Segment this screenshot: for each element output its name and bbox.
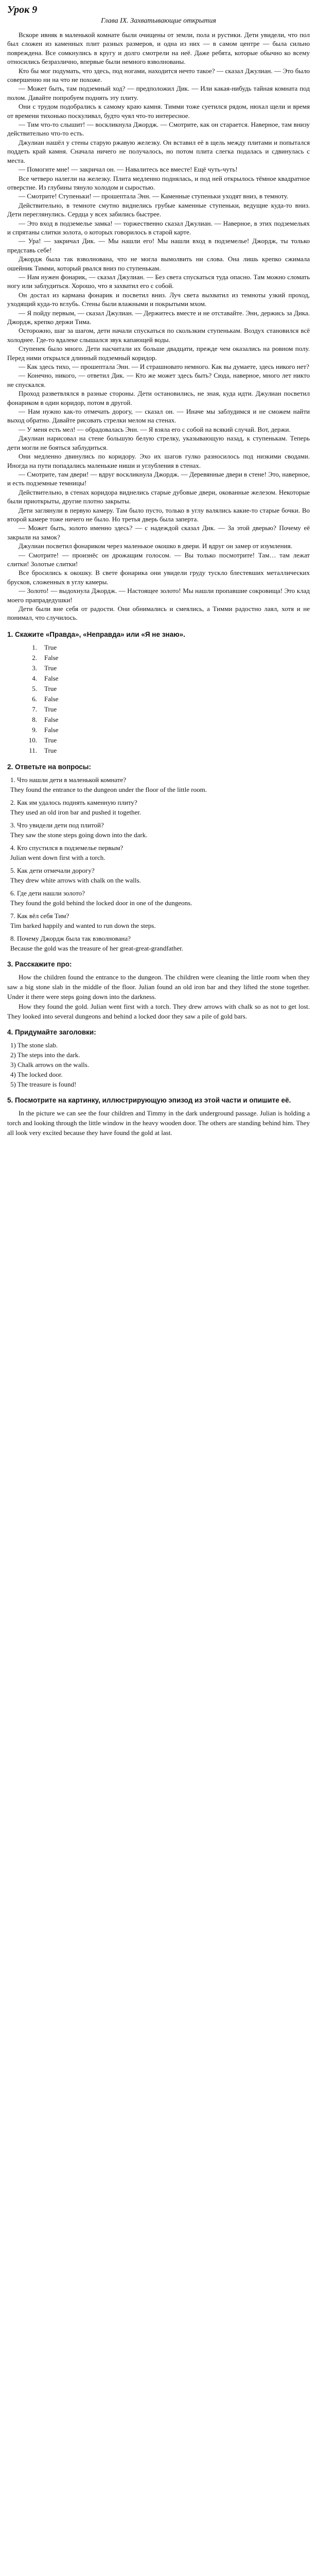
list-item (28, 735, 310, 745)
item-answer: False (44, 694, 59, 703)
question: 3. Что увидели дети под плитой? (10, 821, 104, 829)
description-paragraph: In the picture we can see the four children and Timmy in the dark underground passage. Julian is holding a torch and looking through the little window in the heavy wooden door. The others are standing behind him. They all look very excited because they have found the gold at last. (7, 1109, 310, 1137)
list-item (28, 653, 310, 663)
item-answer: True (44, 705, 57, 713)
item-number: 7. (32, 705, 37, 713)
story-paragraph: Действительно, в стенах коридора виднелись старые дубовые двери, окованные железом. Некоторые были приоткрыты, другие плотно закрыты. (7, 488, 310, 505)
question: 5. Как дети отмечали дорогу? (10, 866, 95, 874)
item-number: 10. (28, 736, 37, 744)
story-paragraph: — Смотрите! — произнёс он дрожащим голосом. — Вы только посмотрите! Там… там лежат слитки! Золотые слитки! (7, 551, 310, 568)
story-paragraph: — Тим что-то слышит! — воскликнула Джордж. — Смотрите, как он старается. Наверное, там внизу действительно что-то есть. (7, 121, 310, 138)
list-item (28, 715, 310, 725)
list-item (28, 745, 310, 756)
item-answer: False (44, 674, 59, 682)
retelling-paragraph: How the children found the entrance to the dungeon. The children were cleaning the little room when they saw a big stone slab in the middle of the floor. Julian found an old iron bar and they lifted the stone together. Under it there were steps going down into the darkness. (7, 973, 310, 1001)
item-number: 1. (32, 643, 37, 651)
question: 4. Кто спустился в подземелье первым? (10, 843, 124, 852)
story-paragraph: Джулиан посветил фонариком через маленькое окошко в двери. И вдруг он замер от изумления. (19, 542, 292, 550)
picture-description (7, 1108, 310, 1138)
story-paragraph: Он достал из кармана фонарик и посветил вниз. Луч света выхватил из темноты узкий проход, уходящий куда-то вглубь. Стены были влажными и покрытыми мхом. (7, 291, 310, 308)
story-paragraph: — Нам нужно как-то отмечать дорогу, — сказал он. — Иначе мы заблудимся и не сможем найти выход обратно. Давайте рисовать стрелки мелом на стенах. (7, 408, 310, 425)
item-number: 6. (32, 694, 37, 703)
task-1-title: 1. Скажите «Правда», «Неправда» или «Я не знаю». (7, 630, 185, 638)
story-paragraph: Дети были вне себя от радости. Они обнимались и смеялись, а Тимми радостно лаял, хотя и не понимал, что случилось. (7, 605, 310, 622)
answer: Tim barked happily and wanted to run down the steps. (10, 921, 156, 929)
story-paragraph: — Конечно, никого, — ответил Дик. — Кто же может здесь быть? Сюда, наверное, много лет никто не спускался. (7, 371, 310, 388)
story-paragraph: Они медленно двинулись по коридору. Эхо их шагов гулко разносилось под низкими сводами. Иногда на пути попадались маленькие ниши и углубления в стенах. (7, 452, 310, 469)
list-item (28, 704, 310, 715)
answer: Because the gold was the treasure of her great-great-grandfather. (10, 944, 184, 952)
story-paragraph: Вскоре ивняк в маленькой комнате были очищены от земли, пола и рустики. Дети увидели, что пол был сложен из каменных плит разных размеров, и одна из них — в самом центре — была сильно повреждена. Все сомкнулись в кругу и долго смотрели на неё. Даже ребята, которые обычно ко всему относились безразлично, впервые были немного взволнованы. (7, 31, 310, 66)
story-paragraph: Дети заглянули в первую камеру. Там было пусто, только в углу валялись какие-то старые бочки. Во второй камере тоже ничего не было. Но третья дверь была заперта. (7, 506, 310, 523)
task-3-title: 3. Расскажите про: (7, 960, 72, 968)
heading-item: 2) The steps into the dark. (10, 1050, 80, 1059)
lesson-title: Урок 9 (7, 4, 38, 15)
answer: Julian went down first with a torch. (10, 853, 105, 861)
item-answer: True (44, 746, 57, 754)
question: 6. Где дети нашли золото? (10, 889, 85, 897)
task-2-title: 2. Ответьте на вопросы: (7, 762, 91, 771)
question: 8. Почему Джордж была так взволнована? (10, 934, 131, 942)
item-answer: True (44, 684, 57, 692)
item-answer: True (44, 736, 57, 744)
task-5-title: 5. Посмотрите на картинку, иллюстрирующую эпизод из этой части и опишите её. (7, 1096, 291, 1104)
story-paragraph: — У меня есть мел! — обрадовалась Энн. — Я взяла его с собой на всякий случай. Вот, держи. (19, 425, 291, 433)
heading-item: 5) The treasure is found! (10, 1080, 77, 1088)
story-paragraph: Проход разветвлялся в разные стороны. Дети остановились, не зная, куда идти. Джулиан посветил фонариком в один коридор, потом в другой. (7, 389, 310, 406)
story-paragraph: Ступенек было много. Дети насчитали их больше двадцати, прежде чем оказались на ровном полу. Перед ними открылся длинный подземный коридор. (7, 345, 310, 362)
story-paragraph: Действительно, в темноте смутно виднелись грубые каменные ступеньки, ведущие куда-то вниз. Дети переглянулись. Сердца у всех забились быстрее. (7, 201, 310, 218)
item-answer: True (44, 664, 57, 672)
item-number: 4. (32, 674, 37, 682)
item-number: 11. (29, 746, 37, 754)
answer: They saw the stone steps going down into the dark. (10, 831, 148, 839)
story-paragraph: — Золото! — выдохнула Джордж. — Настоящее золото! Мы нашли пропавшие сокровища! Это клад моего прапрадедушки! (7, 587, 310, 604)
headings-list (7, 1040, 310, 1089)
heading-item: 4) The locked door. (10, 1070, 63, 1078)
answer: They used an old iron bar and pushed it together. (10, 808, 142, 816)
list-item (28, 694, 310, 704)
chapter-title: Глава IX. Захватывающие открытия (101, 17, 216, 25)
story-paragraph: — Как здесь тихо, — прошептала Энн. — И страшновато немного. Как вы думаете, здесь никого нет? (19, 363, 309, 371)
item-answer: True (44, 643, 57, 651)
list-item (28, 725, 310, 735)
heading-item: 1) The stone slab. (10, 1041, 58, 1049)
story-paragraph: Все четверо налегли на железку. Плита медленно поднялась, и под ней открылось тёмное квадратное отверстие. Из глубины тянуло холодом и сыростью. (7, 174, 310, 191)
list-item (28, 673, 310, 684)
story-paragraph: — Нам нужен фонарик, — сказал Джулиан. — Без света спускаться туда опасно. Там можно сломать ногу или заблудиться. Хорошо, что я захватил его с собой. (7, 273, 310, 290)
answer: They found the entrance to the dungeon under the floor of the little room. (10, 785, 207, 793)
story-paragraph: — Помогите мне! — закричал он. — Навалитесь все вместе! Ещё чуть-чуть! (19, 165, 238, 174)
story-text (7, 30, 310, 622)
answer: They drew white arrows with chalk on the walls. (10, 876, 141, 884)
list-item (28, 663, 310, 673)
story-paragraph: — Это вход в подземелье замка! — торжественно сказал Джулиан. — Наверное, в этих подземельях и спрятаны слитки золота, о которых говорилось в старой карте. (7, 219, 310, 236)
item-number: 9. (32, 725, 37, 734)
story-paragraph: Кто бы мог подумать, что здесь, под ногами, находится нечто такое? — сказал Джулиан. — Это было совершенно ни на что не похоже. (7, 66, 310, 84)
story-paragraph: — Смотрите! Ступеньки! — прошептала Энн. — Каменные ступеньки уходят вниз, в темноту. (19, 192, 289, 200)
story-paragraph: Джулиан нашёл у стены старую ржавую железку. Он вставил её в щель между плитами и попытался поддеть край камня. Сначала ничего не получалось, но потом плита слегка подалась и сдвинулась с места. (7, 138, 310, 164)
story-paragraph: Они с трудом подобрались к самому краю камня. Тимми тоже суетился рядом, нюхал щели и время от времени тихонько поскуливал, будто чуял что-то интересное. (7, 103, 310, 120)
item-number: 8. (32, 715, 37, 723)
item-answer: False (44, 715, 59, 723)
answer: They found the gold behind the locked door in one of the dungeons. (10, 899, 192, 907)
item-answer: False (44, 725, 59, 734)
question: 7. Как вёл себя Тим? (10, 911, 69, 920)
question: 2. Как им удалось поднять каменную плиту? (10, 798, 137, 806)
task-4-title: 4. Придумайте заголовки: (7, 1028, 96, 1036)
story-paragraph: — Может быть, золото именно здесь? — с надеждой сказал Дик. — За этой дверью? Почему её закрыли на замок? (7, 524, 310, 541)
question: 1. Что нашли дети в маленькой комнате? (10, 775, 127, 784)
retelling-text (7, 972, 310, 1021)
story-paragraph: — Смотрите, там двери! — вдруг воскликнула Джордж. — Деревянные двери в стене! Это, наверное, и есть подземные темницы! (7, 470, 310, 487)
heading-item: 3) Chalk arrows on the walls. (10, 1060, 90, 1069)
story-paragraph: — Может быть, там подземный ход? — предположил Дик. — Или какая-нибудь тайная комната под полом. Давайте попробуем поднять эту плиту. (7, 84, 310, 101)
story-paragraph: Осторожно, шаг за шагом, дети начали спускаться по скользким ступенькам. Воздух становился всё холоднее. Где-то вдалеке слышался звук капающей воды. (7, 327, 310, 344)
item-number: 3. (32, 664, 37, 672)
questions-answers (7, 775, 310, 953)
story-paragraph: — Ура! — закричал Дик. — Мы нашли его! Мы нашли вход в подземелье! Джордж, ты только представь себе! (7, 237, 310, 254)
list-item (28, 684, 310, 694)
list-item (28, 642, 310, 653)
story-paragraph: Все бросились к окошку. В свете фонарика они увидели груду тускло блестевших металлических брусков, сложенных в углу камеры. (7, 569, 310, 586)
item-number: 2. (32, 653, 37, 662)
story-paragraph: Джордж была так взволнована, что не могла вымолвить ни слова. Она лишь крепко сжимала ошейник Тимми, который рвался вниз по ступенькам. (7, 255, 310, 272)
story-paragraph: — Я пойду первым, — сказал Джулиан. — Держитесь вместе и не отставайте. Энн, держись за Дика. Джордж, крепко держи Тима. (7, 309, 310, 326)
retelling-paragraph: How they found the gold. Julian went first with a torch. They drew arrows with chalk so as not to get lost. They looked into several dungeons and behind a locked door they saw a pile of gold bars. (7, 1002, 310, 1020)
true-false-list (28, 642, 310, 756)
item-number: 5. (32, 684, 37, 692)
item-answer: False (44, 653, 59, 662)
story-paragraph: Джулиан нарисовал на стене большую белую стрелку, указывающую назад, к ступенькам. Теперь дети могли не бояться заблудиться. (7, 434, 310, 451)
